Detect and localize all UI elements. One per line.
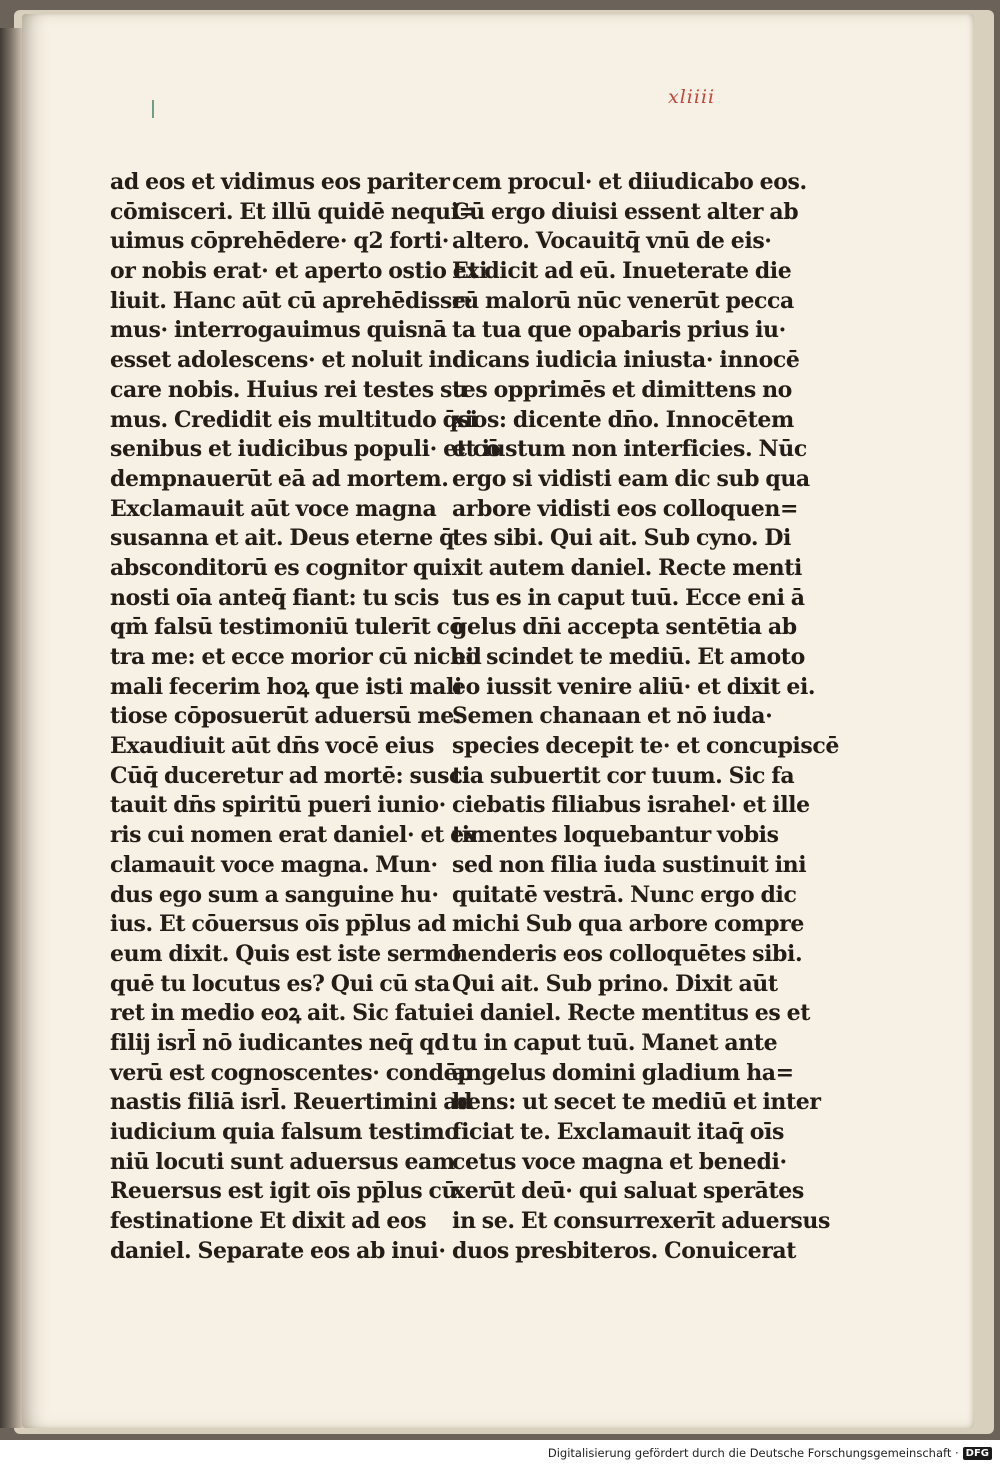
text-line: tia subuertit cor tuum. Sic fa bbox=[452, 762, 795, 789]
text-line: xerūt deū· qui saluat sperātes bbox=[452, 1178, 804, 1205]
text-line: in se. Et consurrexerīt aduersus bbox=[452, 1208, 830, 1235]
text-line: tes sibi. Qui ait. Sub cyno. Di bbox=[452, 525, 792, 552]
text-line: eo scindet te mediū. Et amoto bbox=[452, 644, 805, 670]
text-line: bens: ut secet te mediū et inter bbox=[452, 1089, 821, 1116]
text-line: nastis filiā isrl̄. Reuertimini ad bbox=[110, 1089, 473, 1116]
text-line: tes opprimēs et dimittens no bbox=[452, 376, 792, 403]
text-line: timentes loquebantur vobis bbox=[452, 822, 779, 849]
text-line: Qui ait. Sub prino. Dixit aūt bbox=[452, 970, 778, 997]
text-line: gelus dn̄i accepta sentētia ab bbox=[452, 614, 797, 641]
text-line: et iustum non interficies. Nūc bbox=[452, 436, 807, 463]
text-line: filij isrl̄ nō iudicantes neq̄ qd bbox=[110, 1029, 450, 1056]
text-line: niū locuti sunt aduersus eam bbox=[110, 1148, 455, 1175]
text-line: daniel. Separate eos ab inui· bbox=[110, 1237, 446, 1264]
text-line: mus. Credidit eis multitudo q̄si bbox=[110, 406, 478, 433]
digitization-credit bbox=[548, 1446, 992, 1460]
text-line: xit autem daniel. Recte menti bbox=[452, 554, 802, 581]
text-line: uimus cōprehēdere· q2 forti· bbox=[110, 228, 450, 255]
text-line: care nobis. Huius rei testes su bbox=[110, 376, 468, 403]
text-line: duos presbiteros. Conuicerat bbox=[452, 1237, 797, 1264]
text-line: verū est cognoscentes· condēp bbox=[110, 1059, 473, 1086]
text-line: tu in caput tuū. Manet ante bbox=[452, 1029, 778, 1056]
credit-text: Digitalisierung gefördert durch die Deutsche Forschungsgemeinschaft · bbox=[547, 1446, 959, 1460]
text-line: cetus voce magna et benedi· bbox=[452, 1148, 787, 1175]
text-line: ad eos et vidimus eos pariter bbox=[110, 169, 450, 195]
text-line: ergo si vidisti eam dic sub qua bbox=[452, 465, 810, 492]
text-line: mus· interrogauimus quisnā bbox=[110, 317, 447, 344]
text-line: species decepit te· et concupiscē bbox=[452, 733, 839, 760]
text-line: dicans iudicia iniusta· innocē bbox=[452, 347, 800, 374]
text-line: nosti oīa anteq̄ fiant: tu scis bbox=[110, 584, 439, 611]
text-line: rū malorū nūc venerūt pecca bbox=[452, 287, 794, 314]
text-line: ei daniel. Recte mentitus es et bbox=[452, 1000, 810, 1027]
text-line: ius. Et cōuersus oīs pp̄lus ad bbox=[110, 911, 447, 938]
text-line: eo iussit venire aliū· et dixit ei. bbox=[452, 673, 816, 700]
text-line: esset adolescens· et noluit indi bbox=[110, 347, 476, 374]
text-line: ris cui nomen erat daniel· et ex bbox=[110, 822, 477, 849]
text-line: mali fecerim hoꝝ que isti mali bbox=[110, 673, 462, 700]
text-line: clamauit voce magna. Mun· bbox=[110, 851, 438, 878]
folio-number: xliiii bbox=[668, 86, 716, 108]
text-line: tra me: et ecce morior cū nichil bbox=[110, 644, 482, 670]
text-line: Semen chanaan et nō iuda· bbox=[452, 703, 773, 730]
text-line: tauit dn̄s spiritū pueri iunio· bbox=[110, 792, 446, 819]
text-line: quitatē vestrā. Nunc ergo dic bbox=[452, 881, 797, 908]
text-line: xios: dicente dn̄o. Innocētem bbox=[452, 406, 794, 433]
text-line: Et dicit ad eū. Inueterate die bbox=[452, 258, 792, 285]
text-line: quē tu locutus es? Qui cū sta bbox=[110, 970, 450, 997]
dfg-logo: DFG bbox=[963, 1447, 992, 1460]
text-line: tiose cōposuerūt aduersū me. bbox=[110, 703, 462, 730]
text-line: sed non filia iuda sustinuit ini bbox=[452, 851, 807, 878]
text-line: iudicium quia falsum testimo bbox=[110, 1119, 459, 1145]
text-line: ciebatis filiabus israhel· et ille bbox=[452, 792, 810, 819]
text-line: Cūq̄ duceretur ad mortē: susci bbox=[110, 762, 471, 789]
text-line: or nobis erat· et aperto ostio exi bbox=[110, 258, 488, 285]
text-line: Reuersus est igit oīs pp̄lus cū bbox=[110, 1178, 458, 1205]
text-line: henderis eos colloquētes sibi. bbox=[452, 940, 803, 967]
text-line: liuit. Hanc aūt cū aprehēdisse· bbox=[110, 287, 473, 314]
text-line: ta tua que opabaris prius iu· bbox=[452, 317, 786, 344]
text-line: senibus et iudicibus populi· et cō bbox=[110, 436, 501, 463]
text-line: cōmisceri. Et illū quidē nequi= bbox=[110, 198, 477, 225]
text-line: tus es in caput tuū. Ecce eni ā bbox=[452, 584, 805, 611]
text-line: ret in medio eoꝝ ait. Sic fatui bbox=[110, 1000, 452, 1027]
text-line: absconditorū es cognitor qui bbox=[110, 554, 452, 581]
text-line: qm̄ falsū testimoniū tulerīt cō bbox=[110, 614, 464, 641]
text-line: altero. Vocauitq̄ vnū de eis· bbox=[452, 228, 772, 255]
text-line: ficiat te. Exclamauit itaq̄ oīs bbox=[452, 1119, 784, 1145]
text-column-right bbox=[452, 168, 839, 1266]
text-line: susanna et ait. Deus eterne q̄ bbox=[110, 525, 455, 552]
text-line: Exaudiuit aūt dn̄s vocē eius bbox=[110, 733, 434, 760]
text-line: Cū ergo diuisi essent alter ab bbox=[452, 198, 799, 225]
text-column-left bbox=[110, 168, 501, 1266]
text-line: eum dixit. Quis est iste sermo bbox=[110, 940, 461, 967]
margin-mark bbox=[152, 100, 154, 118]
text-line: festinatione Et dixit ad eos bbox=[110, 1208, 427, 1235]
text-line: cem procul· et diiudicabo eos. bbox=[452, 169, 807, 195]
text-line: arbore vidisti eos colloquen= bbox=[452, 495, 798, 522]
text-line: michi Sub qua arbore compre bbox=[452, 911, 804, 938]
text-line: angelus domini gladium ha= bbox=[452, 1059, 794, 1086]
text-line: dus ego sum a sanguine hu· bbox=[110, 881, 439, 908]
text-line: Exclamauit aūt voce magna bbox=[110, 495, 437, 522]
text-line: dempnauerūt eā ad mortem. bbox=[110, 465, 449, 492]
